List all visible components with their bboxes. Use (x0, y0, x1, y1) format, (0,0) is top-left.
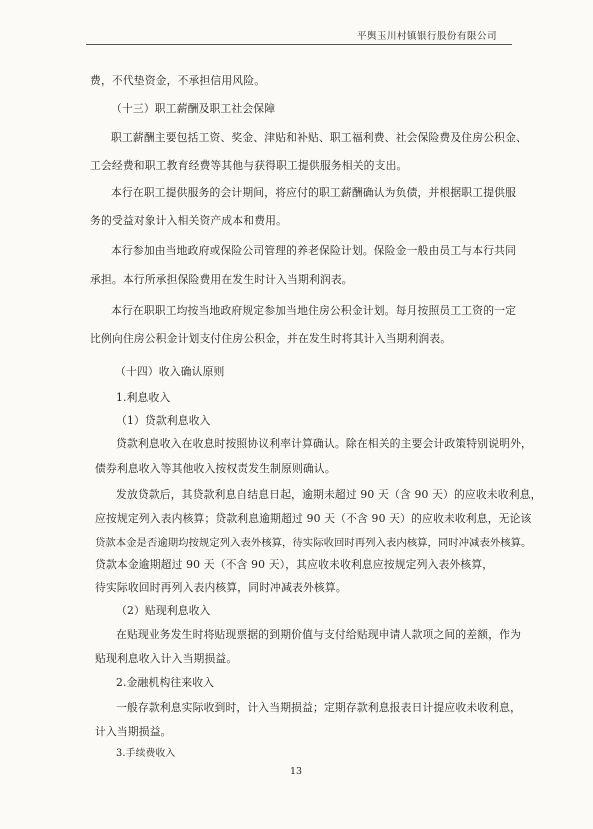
subsection-heading: （2）贴现利息收入 (116, 604, 211, 617)
text-line: 比例向住房公积金计划支付住房公积金，并在发生时将其计入当期利润表。 (90, 332, 452, 345)
text-line: 发放贷款后，其贷款利息自结息日起，逾期未超过 90 天（含 90 天）的应收未收利息， (116, 488, 542, 501)
text-line: 债券利息收入等其他收入按权责发生制原则确认。 (95, 462, 336, 475)
text-line: 一般存款利息实际收到时，计入当期损益；定期存款利息报表日计提应收未收利息， (116, 701, 522, 714)
company-header: 平舆玉川村镇银行股份有限公司 (356, 31, 497, 42)
text-line: 贷款本金是否逾期均按规定列入表外核算，待实际收回时再列入表内核算，同时冲减表外核算。 (95, 537, 532, 549)
subsection-heading: 3.手续费收入 (116, 748, 176, 759)
text-line: 务的受益对象计入相关资产成本和费用。 (90, 214, 288, 227)
text-line: 职工薪酬主要包括工资、奖金、津贴和补贴、职工福利费、社会保险费及住房公积金、 (111, 131, 527, 144)
subsection-heading: （1）贷款利息收入 (116, 414, 211, 427)
text-line: 承担。本行所承担保险费用在发生时计入当期利润表。 (90, 273, 353, 286)
text-line: 在贴现业务发生时将贴现票据的到期价值与支付给贴现申请人款项之间的差额，作为 (116, 628, 522, 641)
text-line: 贴现利息收入计入当期损益。 (95, 652, 238, 665)
text-line: 工会经费和职工教育经费等其他与获得职工提供服务相关的支出。 (90, 159, 408, 172)
text-line: 费，不代垫资金，不承担信用风险。 (90, 74, 266, 87)
page-number: 13 (290, 766, 303, 777)
text-line: 待实际收回时再列入表内核算，同时冲减表外核算。 (95, 581, 347, 594)
text-line: 贷款利息收入在收息时按照协议利率计算确认。除在相关的主要会计政策特别说明外， (116, 437, 532, 450)
text-line: 应按规定列入表内核算；贷款利息逾期超过 90 天（不含 90 天）的应收未收利息，无论该 (95, 512, 532, 525)
text-line: 本行在职职工均按当地政府规定参加当地住房公积金计划。每月按照员工工资的一定 (111, 304, 517, 317)
text-line: 贷款本金逾期超过 90 天（不含 90 天），其应收未收利息应按规定列入表外核算， (95, 558, 494, 571)
subsection-heading: 2.金融机构往来收入 (116, 676, 215, 689)
text-line: 本行在职工提供服务的会计期间，将应付的职工薪酬确认为负债，并根据职工提供服 (111, 186, 517, 199)
section-heading: （十四）收入确认原则 (115, 365, 225, 378)
text-line: 计入当期损益。 (95, 725, 172, 738)
text-line: 本行参加由当地政府或保险公司管理的养老保险计划。保险金一般由员工与本行共同 (111, 244, 517, 257)
section-heading: （十三）职工薪酬及职工社会保障 (111, 102, 276, 115)
subsection-heading: 1.利息收入 (116, 391, 171, 404)
